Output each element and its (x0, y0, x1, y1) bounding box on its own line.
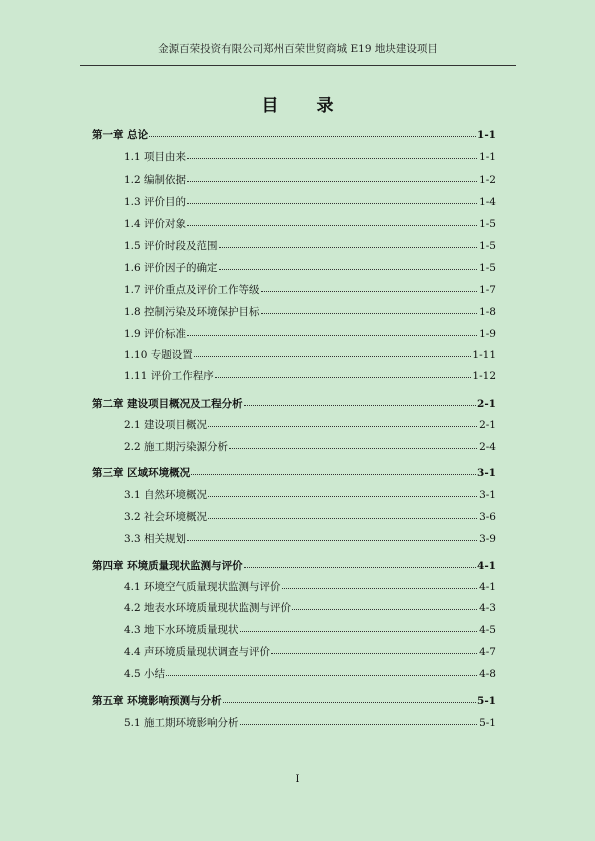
toc-entry-page: 1-5 (479, 240, 496, 252)
toc-entry-page: 1-1 (479, 151, 496, 163)
toc-entry-label: 3.1 自然环境概况 (124, 489, 208, 501)
dot-leader (240, 723, 477, 725)
dot-leader (244, 566, 476, 568)
toc-section-entry[interactable] (124, 488, 496, 502)
toc-entry-page: 1-1 (477, 129, 496, 141)
toc-section-entry[interactable] (124, 217, 496, 231)
toc-entry-label: 1.1 项目由来 (124, 151, 187, 163)
dot-leader (187, 180, 477, 182)
toc-entry-page: 1-2 (479, 174, 496, 186)
toc-entry-label: 1.2 编制依据 (124, 174, 187, 186)
page-header: 金源百荣投资有限公司郑州百荣世贸商城 E19 地块建设项目 (158, 43, 438, 55)
toc-entry-label: 1.7 评价重点及评价工作等级 (124, 284, 260, 296)
toc-entry-label: 1.4 评价对象 (124, 218, 187, 230)
dot-leader (271, 652, 477, 654)
toc-section-entry[interactable] (124, 440, 496, 454)
toc-entry-label: 第三章 区域环境概况 (92, 467, 191, 479)
page-title: 目 录 (261, 96, 350, 116)
toc-entry-page: 2-1 (479, 419, 496, 431)
toc-entry-label: 第一章 总论 (92, 129, 149, 141)
toc-section-entry[interactable] (124, 510, 496, 524)
toc-section-entry[interactable] (124, 261, 496, 275)
dot-leader (261, 312, 477, 314)
toc-entry-label: 4.3 地下水环境质量现状 (124, 624, 239, 636)
toc-section-entry[interactable] (124, 580, 496, 594)
dot-leader (191, 473, 476, 475)
dot-leader (244, 404, 476, 406)
dot-leader (187, 202, 477, 204)
dot-leader (282, 587, 477, 589)
dot-leader (292, 608, 477, 610)
toc-entry-page: 3-9 (479, 533, 496, 545)
toc-section-entry[interactable] (124, 369, 496, 383)
dot-leader (187, 539, 477, 541)
page-number: I (295, 774, 300, 785)
dot-leader (219, 268, 477, 270)
toc-entry-label: 2.2 施工期污染源分析 (124, 441, 229, 453)
toc-entry-page: 3-1 (477, 467, 496, 479)
toc-section-entry[interactable] (124, 283, 496, 297)
toc-entry-label: 第二章 建设项目概况及工程分析 (92, 398, 243, 410)
toc-entry-page: 4-1 (479, 581, 496, 593)
toc-entry-label: 5.1 施工期环境影响分析 (124, 717, 239, 729)
toc-entry-page: 1-5 (479, 218, 496, 230)
toc-section-entry[interactable] (124, 623, 496, 637)
toc-entry-page: 1-11 (472, 349, 496, 361)
dot-leader (240, 630, 477, 632)
dot-leader (187, 334, 477, 336)
toc-section-entry[interactable] (124, 348, 496, 362)
toc-entry-page: 4-5 (479, 624, 496, 636)
toc-section-entry[interactable] (124, 645, 496, 659)
toc-section-entry[interactable] (124, 667, 496, 681)
dot-leader (219, 246, 477, 248)
toc-entry-label: 4.5 小结 (124, 668, 166, 680)
toc-entry-page: 1-8 (479, 306, 496, 318)
dot-leader (215, 376, 472, 378)
toc-section-entry[interactable] (124, 532, 496, 546)
toc-section-entry[interactable] (124, 327, 496, 341)
toc-section-entry[interactable] (124, 601, 496, 615)
toc-entry-label: 1.8 控制污染及环境保护目标 (124, 306, 260, 318)
toc-section-entry[interactable] (124, 195, 496, 209)
toc-chapter-entry[interactable] (92, 128, 496, 142)
toc-entry-label: 1.11 评价工作程序 (124, 370, 214, 382)
toc-chapter-entry[interactable] (92, 397, 496, 411)
toc-entry-label: 4.4 声环境质量现状调查与评价 (124, 646, 271, 658)
toc-entry-label: 4.2 地表水环境质量现状监测与评价 (124, 602, 292, 614)
dot-leader (261, 290, 477, 292)
toc-entry-page: 4-3 (479, 602, 496, 614)
toc-entry-page: 3-1 (479, 489, 496, 501)
toc-section-entry[interactable] (124, 173, 496, 187)
toc-entry-label: 1.6 评价因子的确定 (124, 262, 218, 274)
toc-entry-page: 1-4 (479, 196, 496, 208)
dot-leader (208, 425, 477, 427)
toc-entry-page: 5-1 (477, 695, 496, 707)
toc-entry-label: 3.3 相关规划 (124, 533, 187, 545)
toc-entry-page: 4-7 (479, 646, 496, 658)
toc-entry-label: 1.5 评价时段及范围 (124, 240, 218, 252)
dot-leader (208, 517, 477, 519)
toc-chapter-entry[interactable] (92, 694, 496, 708)
header-rule (80, 65, 516, 66)
dot-leader (166, 674, 477, 676)
toc-chapter-entry[interactable] (92, 466, 496, 480)
toc-entry-label: 1.10 专题设置 (124, 349, 193, 361)
toc-chapter-entry[interactable] (92, 559, 496, 573)
toc-entry-page: 5-1 (479, 717, 496, 729)
toc-entry-label: 2.1 建设项目概况 (124, 419, 208, 431)
toc-entry-page: 4-1 (477, 560, 496, 572)
dot-leader (229, 447, 477, 449)
toc-entry-label: 第四章 环境质量现状监测与评价 (92, 560, 243, 572)
toc-entry-label: 第五章 环境影响预测与分析 (92, 695, 222, 707)
toc-entry-page: 4-8 (479, 668, 496, 680)
dot-leader (223, 701, 476, 703)
toc-section-entry[interactable] (124, 305, 496, 319)
toc-entry-label: 4.1 环境空气质量现状监测与评价 (124, 581, 281, 593)
toc-entry-page: 2-4 (479, 441, 496, 453)
toc-entry-page: 1-12 (472, 370, 496, 382)
toc-section-entry[interactable] (124, 239, 496, 253)
dot-leader (187, 157, 477, 159)
toc-section-entry[interactable] (124, 716, 496, 730)
toc-entry-label: 1.3 评价目的 (124, 196, 187, 208)
toc-section-entry[interactable] (124, 418, 496, 432)
toc-entry-page: 1-9 (479, 328, 496, 340)
toc-section-entry[interactable] (124, 150, 496, 164)
toc-entry-page: 1-7 (479, 284, 496, 296)
toc-entry-page: 3-6 (479, 511, 496, 523)
toc-entry-label: 3.2 社会环境概况 (124, 511, 208, 523)
toc-entry-label: 1.9 评价标准 (124, 328, 187, 340)
toc-entry-page: 1-5 (479, 262, 496, 274)
dot-leader (149, 135, 476, 137)
toc-entry-page: 2-1 (477, 398, 496, 410)
dot-leader (208, 495, 477, 497)
dot-leader (187, 224, 477, 226)
dot-leader (194, 355, 472, 357)
